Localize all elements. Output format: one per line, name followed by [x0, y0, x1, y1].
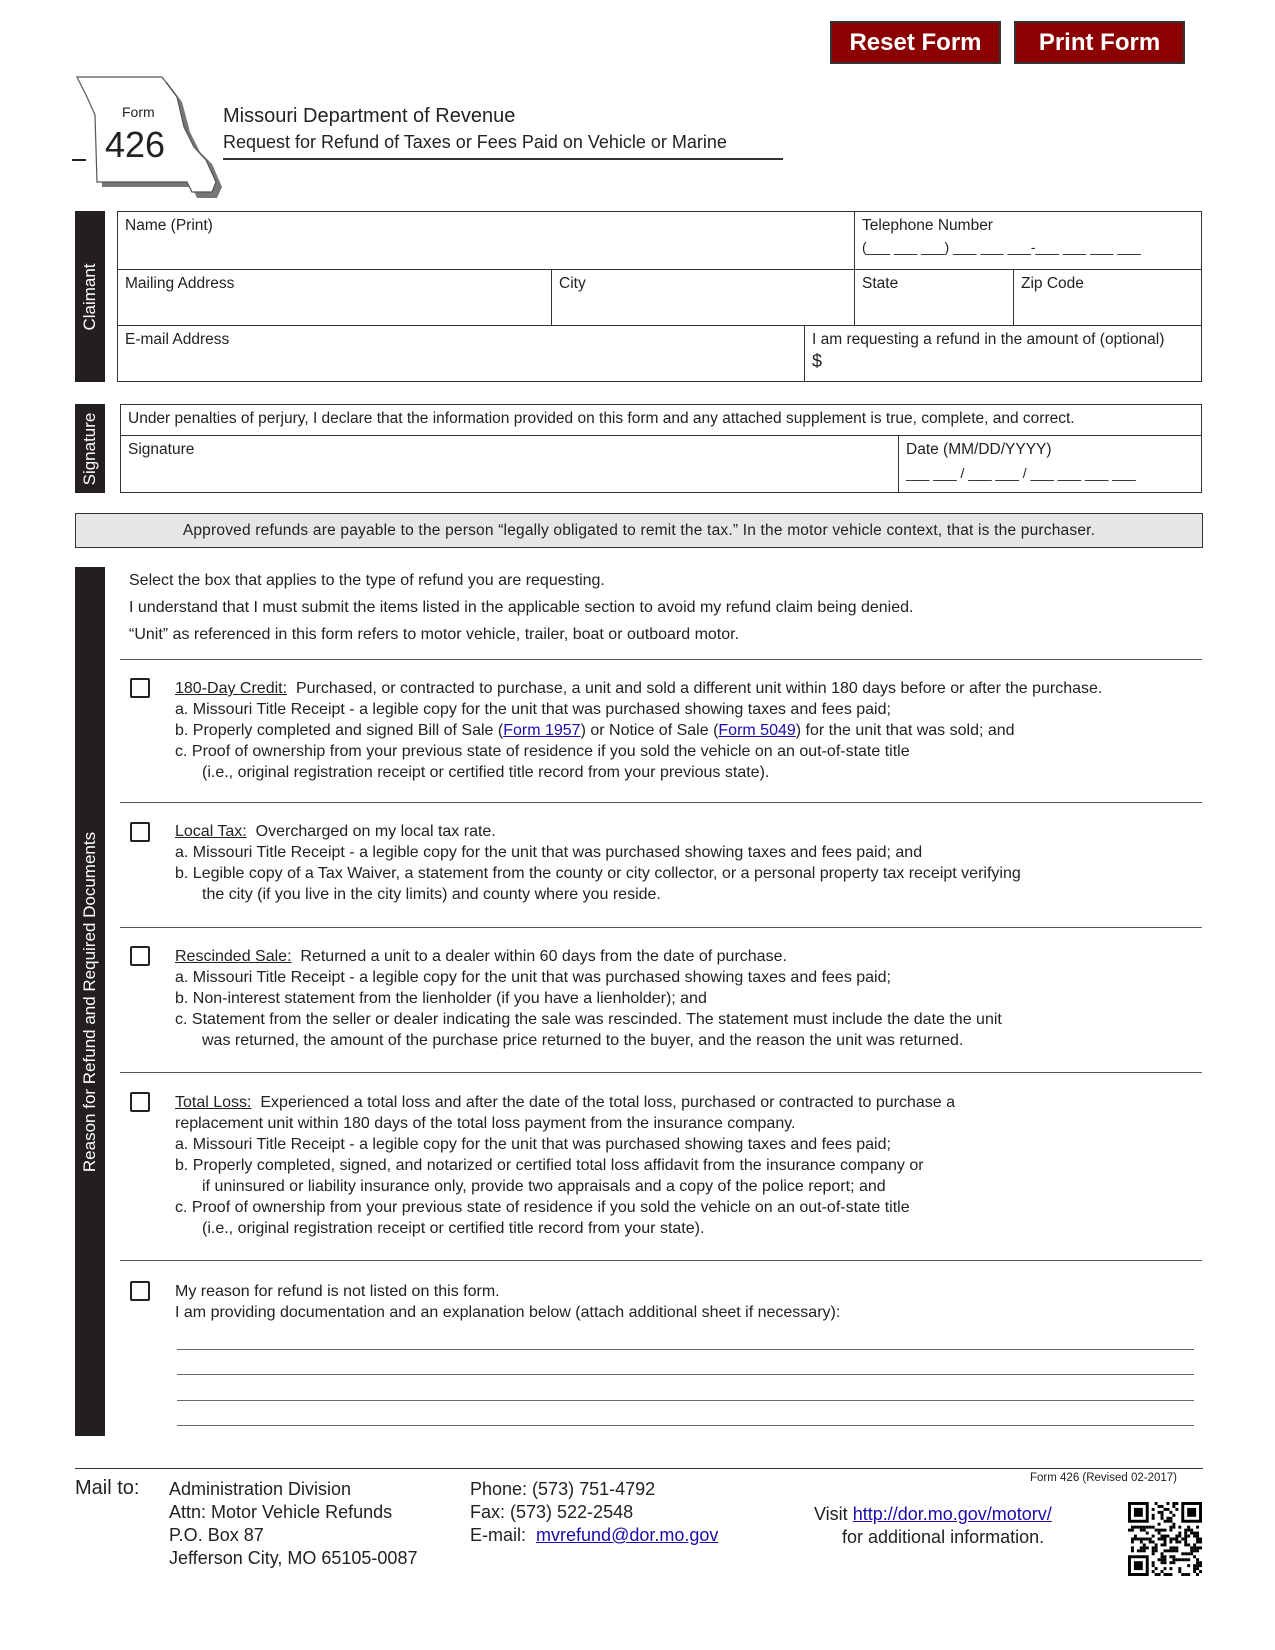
requirement-item: Missouri Title Receipt - a legible copy for the unit that was purchased showing taxes and fees paid; [192, 969, 891, 986]
explanation-line[interactable] [177, 1400, 1194, 1401]
email-label: E-mail: [470, 1525, 527, 1545]
requirement-item: Missouri Title Receipt - a legible copy for the unit that was purchased showing taxes and fees paid; [192, 1136, 891, 1153]
email-link[interactable]: mvrefund@dor.mo.gov [536, 1525, 719, 1545]
explanation-line[interactable] [177, 1374, 1194, 1375]
name-label: Name (Print) [125, 217, 213, 234]
mailing-address-field[interactable] [117, 269, 551, 325]
qr-code-icon [1128, 1502, 1202, 1576]
date-field[interactable] [898, 435, 1202, 493]
print-form-button[interactable]: Print Form [1014, 21, 1185, 64]
explanation-line[interactable] [177, 1349, 1194, 1350]
address-line: Jefferson City, MO 65105-0087 [169, 1548, 418, 1568]
form-title: Request for Refund of Taxes or Fees Paid on Vehicle or Marine [223, 132, 727, 152]
form-label: Form [122, 104, 155, 120]
requirement-item: Missouri Title Receipt - a legible copy for the unit that was purchased showing taxes and fees paid; [192, 701, 891, 718]
address-line: Administration Division [169, 1479, 352, 1499]
email-label: E-mail Address [125, 331, 230, 348]
requirement-item: b. Properly completed and signed Bill of Sale (Form 1957) or Notice of Sale (Form 5049) for the unit that was sold; and [175, 722, 1015, 739]
telephone-label: Telephone Number [862, 217, 993, 234]
requirement-item: Proof of ownership from your previous state of residence if you sold the vehicle on an out-of-state title [191, 1199, 910, 1216]
requirement-item: Non-interest statement from the lienholder (if you have a lienholder); and [192, 990, 707, 1007]
refund-notice: Approved refunds are payable to the person “legally obligated to remit the tax.” In the motor vehicle context, that is the purchaser. [75, 513, 1203, 548]
perjury-declaration: Under penalties of perjury, I declare that the information provided on this form and any attached supplement is true, complete, and correct. [128, 410, 1075, 427]
local-tax-option: Local Tax: Overcharged on my local tax rate. [175, 823, 496, 840]
dollar-sign: $ [812, 351, 823, 371]
claimant-section-label: Claimant [75, 211, 105, 382]
rescinded-sale-checkbox[interactable] [130, 946, 150, 966]
mail-to-label: Mail to: [75, 1477, 140, 1499]
requirement-item: Missouri Title Receipt - a legible copy for the unit that was purchased showing taxes and fees paid; and [192, 844, 923, 861]
requirement-item: Statement from the seller or dealer indicating the sale was rescinded. The statement must include the date the unit [191, 1011, 1002, 1028]
city-field[interactable] [551, 269, 854, 325]
local-tax-checkbox[interactable] [130, 822, 150, 842]
zip-field[interactable] [1013, 269, 1202, 325]
signature-field[interactable] [120, 435, 898, 493]
180-day-credit-checkbox[interactable] [130, 678, 150, 698]
fax-number: Fax: (573) 522-2548 [470, 1502, 634, 1522]
requirement-item: if uninsured or liability insurance only, provide two appraisals and a copy of the police report; and [202, 1178, 886, 1195]
zip-label: Zip Code [1021, 275, 1084, 292]
requirement-item: the city (if you live in the city limits) and county where you reside. [202, 886, 661, 903]
rescinded-sale-option: Rescinded Sale: Returned a unit to a dealer within 60 days from the date of purchase. [175, 948, 787, 965]
reset-form-button[interactable]: Reset Form [830, 21, 1001, 64]
address-line: Attn: Motor Vehicle Refunds [169, 1502, 393, 1522]
requirement-item: Properly completed, signed, and notarized or certified total loss affidavit from the insurance company or [192, 1157, 924, 1174]
revision-note: Form 426 (Revised 02-2017) [1030, 1472, 1178, 1484]
form-1957-link[interactable]: Form 1957 [503, 722, 581, 739]
total-loss-desc: replacement unit within 180 days of the total loss payment from the insurance company. [175, 1115, 796, 1132]
intro-text: Select the box that applies to the type of refund you are requesting. [129, 572, 605, 589]
requirement-item: Proof of ownership from your previous state of residence if you sold the vehicle on an out-of-state title [191, 743, 910, 760]
website-link[interactable]: http://dor.mo.gov/motorv/ [852, 1504, 1052, 1524]
form-number: 426 [105, 124, 166, 165]
requirement-item: (i.e., original registration receipt or certified title record from your state). [202, 1220, 705, 1237]
total-loss-option: Total Loss: Experienced a total loss and after the date of the total loss, purchased or contracted to purchase a [175, 1094, 956, 1111]
refund-amount-field[interactable] [804, 325, 1202, 382]
other-reason-option: My reason for refund is not listed on this form. [175, 1283, 500, 1300]
form-5049-link[interactable]: Form 5049 [718, 722, 796, 739]
telephone-field[interactable] [854, 211, 1202, 269]
requirement-item: Legible copy of a Tax Waiver, a statement from the county or city collector, or a personal property tax receipt verifying [192, 865, 1021, 882]
additional-info-text: for additional information. [842, 1527, 1045, 1547]
name-field[interactable] [117, 211, 854, 269]
other-reason-instructions: I am providing documentation and an explanation below (attach additional sheet if necessary): [175, 1304, 841, 1321]
requirement-item: was returned, the amount of the purchase price returned to the buyer, and the reason the unit was returned. [202, 1032, 964, 1049]
other-reason-checkbox[interactable] [130, 1281, 150, 1301]
explanation-line[interactable] [177, 1425, 1194, 1426]
180-day-credit-option: 180-Day Credit: Purchased, or contracted to purchase, a unit and sold a different unit within 180 days before or after the purchase. [175, 680, 1103, 697]
signature-label: Signature [128, 441, 195, 458]
city-label: City [559, 275, 586, 292]
mailing-label: Mailing Address [125, 275, 235, 292]
visit-label: Visit [814, 1504, 848, 1524]
requirement-item: (i.e., original registration receipt or certified title record from your previous state). [202, 764, 770, 781]
intro-text: “Unit” as referenced in this form refers to motor vehicle, trailer, boat or outboard motor. [129, 626, 740, 643]
telephone-mask: (___ ___ ___) ___ ___ ___-___ ___ ___ ___ [862, 239, 1141, 255]
reason-section-label: Reason for Refund and Required Documents [75, 567, 105, 1436]
phone-number: Phone: (573) 751-4792 [470, 1479, 656, 1499]
address-line: P.O. Box 87 [169, 1525, 264, 1545]
state-field[interactable] [854, 269, 1013, 325]
email-field[interactable] [117, 325, 804, 382]
date-mask: ___ ___ / ___ ___ / ___ ___ ___ ___ [906, 465, 1136, 481]
amount-label: I am requesting a refund in the amount of (optional) [812, 331, 1165, 348]
signature-section-label: Signature [75, 404, 105, 493]
date-label: Date (MM/DD/YYYY) [906, 441, 1052, 458]
intro-text: I understand that I must submit the items listed in the applicable section to avoid my refund claim being denied. [129, 599, 914, 616]
department-name: Missouri Department of Revenue [223, 105, 516, 127]
total-loss-checkbox[interactable] [130, 1092, 150, 1112]
state-label: State [862, 275, 899, 292]
